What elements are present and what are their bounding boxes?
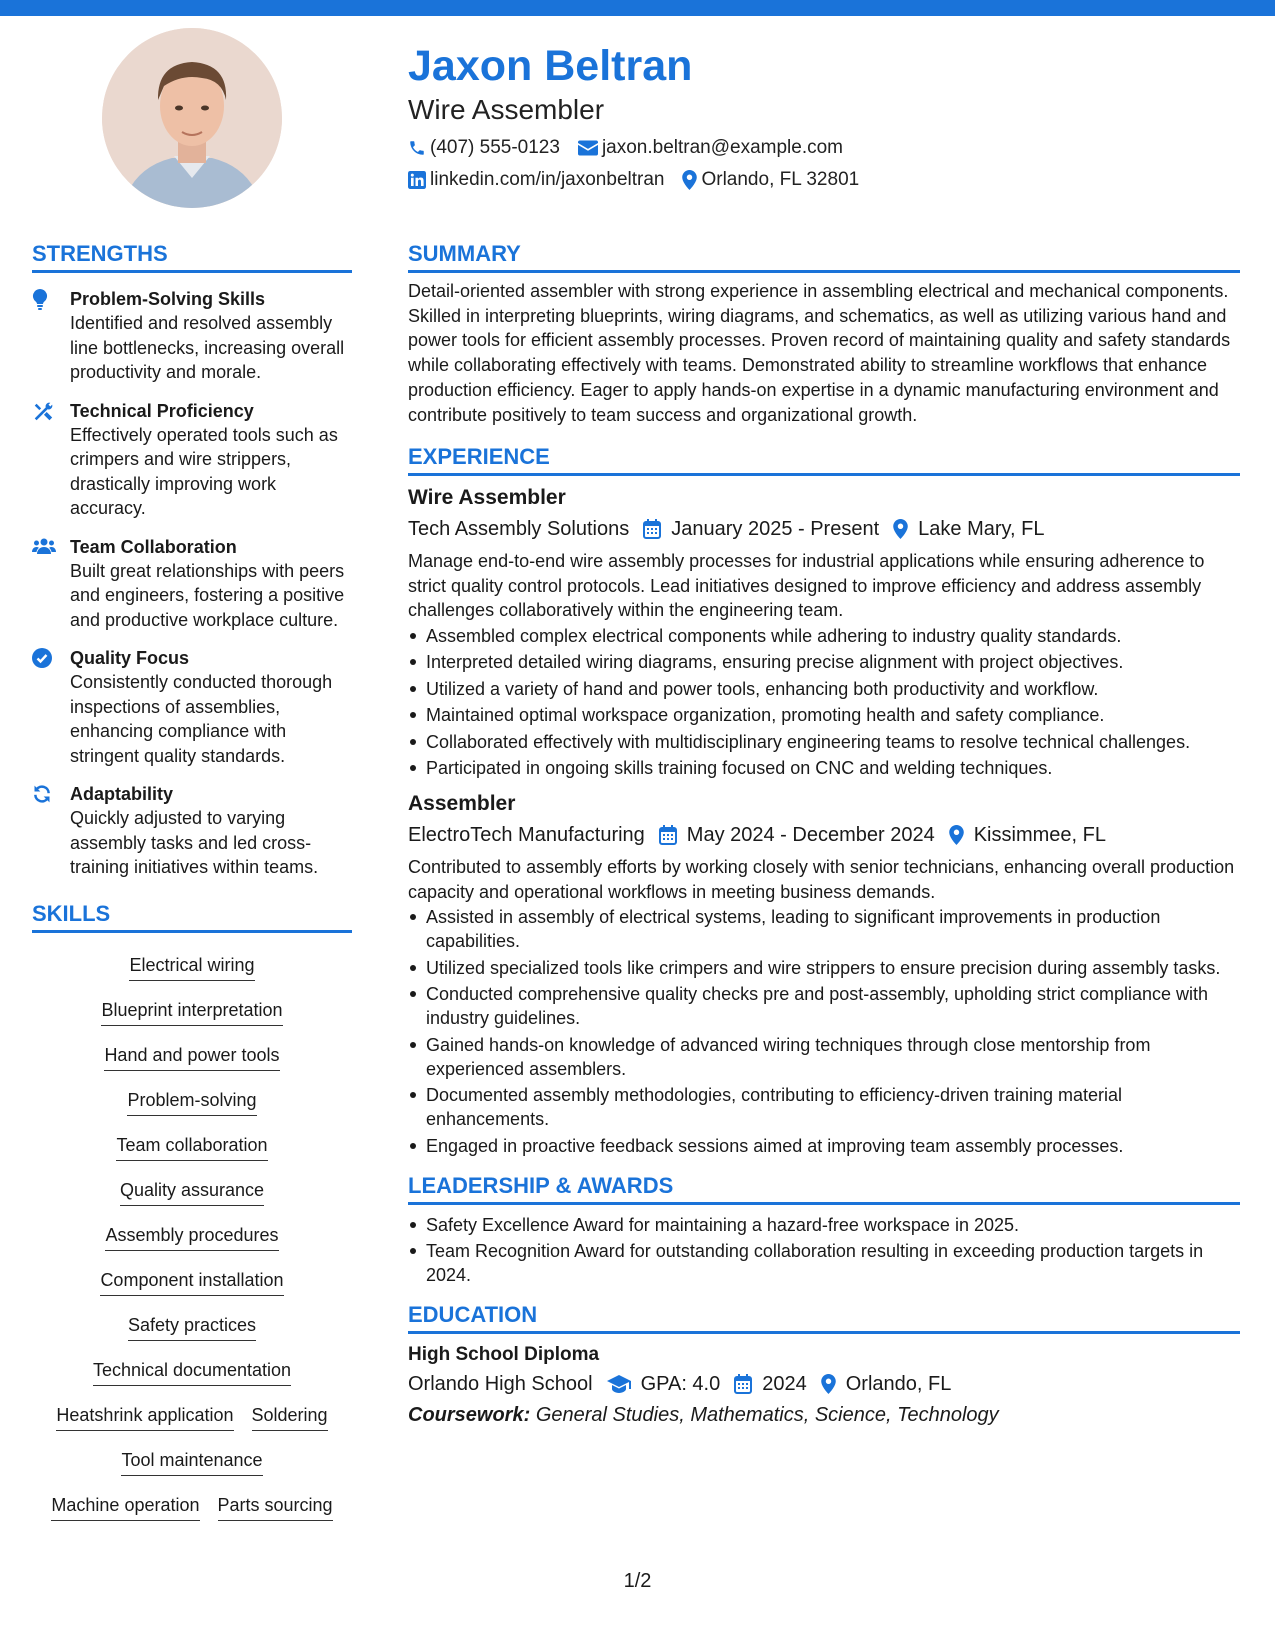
refresh-icon (32, 784, 52, 804)
summary-text: Detail-oriented assembler with strong experience in assembling electrical and mechanical components. Skilled in interpreting blueprints, wiring diagrams, and schematics, as well as utilizing various hand and power tools for efficient assembly processes. Proven record of maintaining quality and safety standards while collaborating effectively with teams. Demonstrated ability to streamline workflows that enhance production efficiency. Eager to apply hands-on expertise in a dynamic manufacturing environment and contribute positively to team success and organizational growth. (408, 281, 1231, 425)
job-meta (408, 821, 1240, 849)
strengths-heading: STRENGTHS (32, 240, 352, 273)
strength-item (32, 287, 352, 385)
skills-heading: SKILLS (32, 900, 352, 933)
skill-tag: Quality assurance (120, 1178, 264, 1206)
education-meta (408, 1370, 1240, 1398)
users-icon (32, 537, 56, 555)
job-location: Lake Mary, FL (918, 518, 1045, 541)
envelope-icon (578, 140, 598, 156)
strength-desc: Effectively operated tools such as crimpers and wire strippers, drastically improving work accuracy. (70, 424, 338, 518)
profile-photo (102, 28, 282, 208)
contact-row-1 (408, 136, 1238, 160)
degree-title: High School Diploma (408, 1344, 600, 1366)
skill-tag: Assembly procedures (105, 1223, 278, 1251)
strength-item (32, 399, 352, 521)
school-location: Orlando, FL (845, 1373, 952, 1396)
phone-contact[interactable] (408, 137, 560, 159)
job-title: Wire Assembler (408, 486, 566, 510)
list-item: Utilized a variety of hand and power tools, enhancing both productivity and workflow. (408, 677, 1240, 701)
job-title: Assembler (408, 792, 516, 816)
skill-tag: Hand and power tools (104, 1043, 279, 1071)
strength-desc: Identified and resolved assembly line bottlenecks, increasing overall productivity and morale. (70, 313, 345, 382)
awards-list (408, 1213, 1240, 1288)
resume-header (408, 40, 1238, 192)
email-contact[interactable] (578, 137, 843, 159)
phone-text: (407) 555-0123 (430, 137, 560, 158)
location-contact (682, 169, 859, 191)
strength-title: Quality Focus (70, 648, 190, 668)
school-name: Orlando High School (408, 1373, 593, 1396)
top-accent-bar (0, 0, 1275, 16)
list-item: Assembled complex electrical components while adhering to industry quality standards. (408, 624, 1240, 648)
job-location: Kissimmee, FL (973, 824, 1106, 847)
linkedin-icon (408, 171, 426, 189)
list-item: Team Recognition Award for outstanding collaboration resulting in exceeding production targets in 2024. (408, 1239, 1240, 1287)
left-column (32, 240, 352, 1530)
company-name: ElectroTech Manufacturing (408, 824, 645, 847)
list-item: Documented assembly methodologies, contributing to efficiency-driven training material enhancements. (408, 1083, 1240, 1131)
lightbulb-icon (32, 289, 48, 311)
education-heading: EDUCATION (408, 1301, 1240, 1334)
page-number: 1/2 (623, 1570, 652, 1592)
skill-tag: Heatshrink application (56, 1403, 233, 1431)
skill-tag: Technical documentation (93, 1358, 291, 1386)
job-description: Manage end-to-end wire assembly processes for industrial applications while ensuring adherence to strict quality control protocols. Lead initiatives designed to improve efficiency and address assembly challenges collaboratively within the engineering team. (408, 551, 1205, 621)
phone-icon (408, 139, 426, 157)
strength-title: Adaptability (70, 784, 174, 804)
coursework-label: Coursework: (408, 1404, 531, 1427)
list-item: Maintained optimal workspace organization, promoting health and safety compliance. (408, 703, 1240, 727)
map-pin-icon (893, 519, 908, 539)
skills-list (32, 945, 352, 1530)
calendar-icon (734, 1374, 752, 1394)
strength-title: Problem-Solving Skills (70, 289, 266, 309)
list-item: Utilized specialized tools like crimpers and wire strippers to ensure precision during assembly tasks. (408, 956, 1240, 980)
strength-title: Team Collaboration (70, 536, 237, 557)
list-item: Participated in ongoing skills training focused on CNC and welding techniques. (408, 756, 1240, 780)
list-item: Assisted in assembly of electrical systems, leading to significant improvements in production capabilities. (408, 905, 1240, 953)
job-entry (408, 790, 1240, 1158)
strength-item (32, 646, 352, 768)
job-bullets (408, 624, 1240, 781)
right-column (408, 240, 1240, 1429)
map-pin-icon (949, 825, 964, 845)
calendar-icon (659, 825, 677, 845)
list-item: Gained hands-on knowledge of advanced wiring techniques through close mentorship from experienced assemblers. (408, 1033, 1240, 1081)
list-item: Engaged in proactive feedback sessions aimed at improving team assembly processes. (408, 1134, 1240, 1158)
calendar-icon (643, 519, 661, 539)
list-item: Safety Excellence Award for maintaining a hazard-free workspace in 2025. (408, 1213, 1240, 1237)
skill-tag: Machine operation (51, 1493, 199, 1521)
graduation-year: 2024 (762, 1373, 807, 1396)
list-item: Collaborated effectively with multidisciplinary engineering teams to resolve technical challenges. (408, 730, 1240, 754)
skill-tag: Parts sourcing (218, 1493, 333, 1521)
job-meta (408, 515, 1240, 543)
skill-tag: Electrical wiring (129, 953, 254, 981)
job-dates: January 2025 - Present (671, 518, 880, 541)
job-dates: May 2024 - December 2024 (686, 824, 935, 847)
skill-tag: Soldering (252, 1403, 328, 1431)
experience-heading: EXPERIENCE (408, 443, 1240, 476)
company-name: Tech Assembly Solutions (408, 518, 630, 541)
strength-item (32, 782, 352, 880)
graduation-cap-icon (607, 1375, 631, 1393)
summary-heading: SUMMARY (408, 240, 1240, 273)
leadership-heading: LEADERSHIP & AWARDS (408, 1172, 1240, 1205)
strength-desc: Quickly adjusted to varying assembly tasks and led cross-training initiatives within teams. (70, 808, 319, 877)
map-pin-icon (682, 170, 697, 190)
skill-tag: Tool maintenance (121, 1448, 262, 1476)
coursework-text: General Studies, Mathematics, Science, Technology (535, 1404, 999, 1427)
candidate-name: Jaxon Beltran (408, 42, 693, 90)
list-item: Interpreted detailed wiring diagrams, ensuring precise alignment with project objectives. (408, 650, 1240, 674)
list-item: Conducted comprehensive quality checks pre and post-assembly, upholding strict compliance with industry guidelines. (408, 982, 1240, 1030)
email-text: jaxon.beltran@example.com (601, 137, 844, 158)
candidate-role: Wire Assembler (408, 94, 605, 125)
skill-tag: Component installation (100, 1268, 283, 1296)
map-pin-icon (821, 1374, 836, 1394)
skill-tag: Problem-solving (127, 1088, 256, 1116)
linkedin-contact[interactable] (408, 169, 664, 191)
skill-tag: Team collaboration (116, 1133, 267, 1161)
strength-desc: Consistently conducted thorough inspections of assemblies, enhancing compliance with stringent quality standards. (70, 672, 333, 766)
job-description: Contributed to assembly efforts by working closely with senior technicians, enhancing overall production capacity and operational workflows in meeting business demands. (408, 857, 1235, 902)
skill-tag: Blueprint interpretation (101, 998, 282, 1026)
gpa-text: GPA: 4.0 (640, 1373, 721, 1396)
coursework (408, 1401, 1240, 1429)
job-entry (408, 484, 1240, 780)
skill-tag: Safety practices (128, 1313, 256, 1341)
linkedin-text: linkedin.com/in/jaxonbeltran (430, 169, 665, 190)
strength-desc: Built great relationships with peers and engineers, fostering a positive and productive workplace culture. (70, 560, 345, 630)
strength-item (32, 535, 352, 633)
job-bullets (408, 905, 1240, 1158)
check-circle-icon (32, 648, 52, 668)
tools-icon (32, 401, 54, 423)
contact-row-2 (408, 168, 1238, 192)
location-text: Orlando, FL 32801 (701, 169, 860, 190)
strength-title: Technical Proficiency (70, 400, 254, 421)
